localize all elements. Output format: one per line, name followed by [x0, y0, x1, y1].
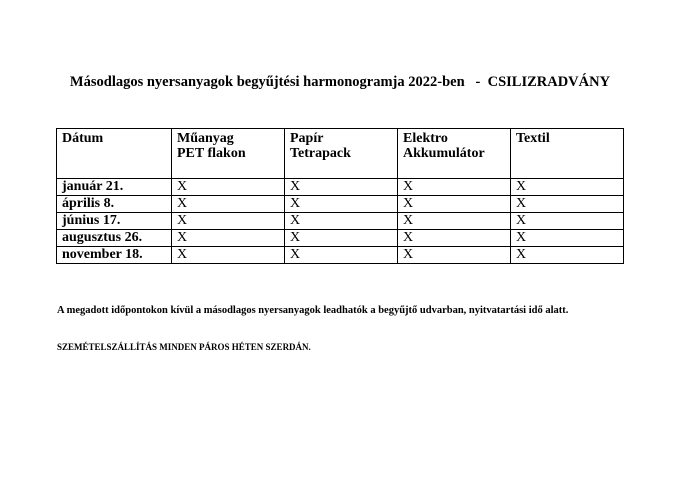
row-cell-plastic: X: [172, 230, 285, 247]
row-cell-textile: X: [511, 196, 624, 213]
row-cell-plastic: X: [172, 213, 285, 230]
row-date: április 8.: [57, 196, 172, 213]
row-cell-textile: X: [511, 213, 624, 230]
row-date: január 21.: [57, 179, 172, 196]
row-cell-paper: X: [285, 230, 398, 247]
collection-yard-note: A megadott időpontokon kívül a másodlagos nyersanyagok leadhatók a begyűjtő udvarban, nyitvatartási idő alatt.: [57, 305, 569, 316]
row-cell-electro: X: [398, 213, 511, 230]
row-cell-electro: X: [398, 230, 511, 247]
document-title: Másodlagos nyersanyagok begyűjtési harmonogramja 2022-ben - CSILIZRADVÁNY: [69, 74, 611, 90]
row-cell-electro: X: [398, 196, 511, 213]
table-row: [57, 179, 624, 196]
header-paper-tetrapack: Papír Tetrapack: [285, 129, 398, 179]
waste-collection-note: SZEMÉTELSZÁLLÍTÁS MINDEN PÁROS HÉTEN SZERDÁN.: [57, 342, 311, 352]
row-cell-paper: X: [285, 213, 398, 230]
row-cell-paper: X: [285, 196, 398, 213]
row-date: június 17.: [57, 213, 172, 230]
row-cell-paper: X: [285, 247, 398, 264]
table-row: [57, 230, 624, 247]
row-cell-plastic: X: [172, 196, 285, 213]
table-header-row: [57, 129, 624, 179]
table-row: [57, 247, 624, 264]
header-electro-battery: Elektro Akkumulátor: [398, 129, 511, 179]
table-row: [57, 196, 624, 213]
table-row: [57, 213, 624, 230]
row-cell-textile: X: [511, 230, 624, 247]
row-cell-textile: X: [511, 179, 624, 196]
row-cell-paper: X: [285, 179, 398, 196]
row-date: november 18.: [57, 247, 172, 264]
collection-schedule-table: [56, 128, 624, 264]
header-date: Dátum: [57, 129, 172, 179]
row-cell-plastic: X: [172, 247, 285, 264]
row-cell-electro: X: [398, 247, 511, 264]
row-cell-textile: X: [511, 247, 624, 264]
header-textile: Textil: [511, 129, 624, 179]
row-cell-electro: X: [398, 179, 511, 196]
row-date: augusztus 26.: [57, 230, 172, 247]
header-plastic-pet: Műanyag PET flakon: [172, 129, 285, 179]
row-cell-plastic: X: [172, 179, 285, 196]
